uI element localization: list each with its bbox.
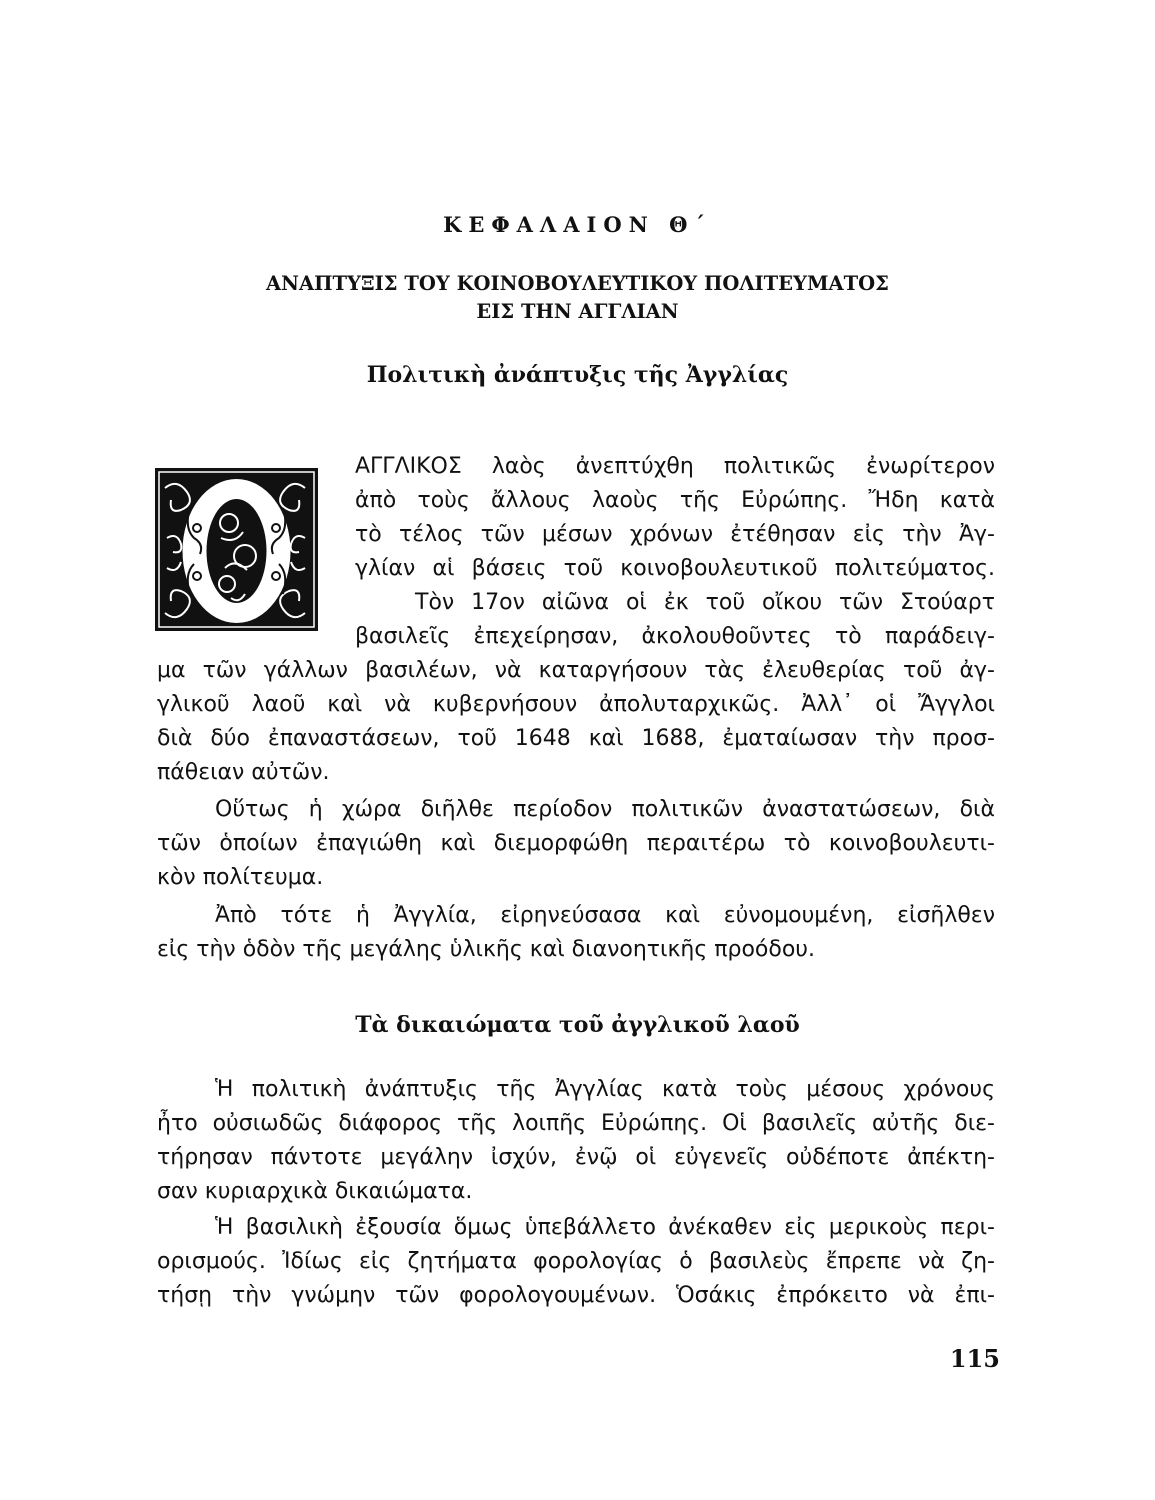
paragraph-6-line-3: τήσῃ τὴν γνώμην τῶν φορολογουμένων. Ὁσάκις ἐπρόκειτο νὰ ἐπι- [157, 1283, 995, 1308]
paragraph-5-line-1: Ἡ πολιτικὴ ἀνάπτυξις τῆς Ἀγγλίας κατὰ τοὺς μέσους χρόνους [215, 1077, 995, 1102]
paragraph-2-line-2: βασιλεῖς ἐπεχείρησαν, ἀκολουθοῦντες τὸ παράδειγ- [355, 624, 995, 649]
paragraph-6-line-1: Ἡ βασιλικὴ ἐξουσία ὅμως ὑπεβάλλετο ἀνέκαθεν εἰς μερικοὺς περι- [215, 1215, 995, 1240]
paragraph-1-line-3: τὸ τέλος τῶν μέσων χρόνων ἐτέθησαν εἰς τὴν Ἀγ- [355, 522, 995, 547]
paragraph-2-line-4: γλικοῦ λαοῦ καὶ νὰ κυβερνήσουν ἀπολυταρχικῶς. Ἀλλ᾽ οἱ Ἄγγλοι [157, 692, 995, 717]
paragraph-3-line-3: κὸν πολίτευμα. [157, 865, 324, 890]
paragraph-4-line-2: εἰς τὴν ὁδὸν τῆς μεγάλης ὑλικῆς καὶ διανοητικῆς προόδου. [157, 937, 816, 962]
chapter-title [0, 270, 1155, 326]
paragraph-3-line-2: τῶν ὁποίων ἐπαγιώθη καὶ διεμορφώθη περαιτέρω τὸ κοινοβουλευτι- [157, 831, 995, 856]
paragraph-1-line-4: γλίαν αἱ βάσεις τοῦ κοινοβουλευτικοῦ πολιτεύματος. [355, 556, 995, 581]
chapter-title-line-2: ΕΙΣ ΤΗΝ ΑΓΓΛΙΑΝ [476, 300, 679, 323]
chapter-title-line-1: ΑΝΑΠΤΥΞΙΣ ΤΟΥ ΚΟΙΝΟΒΟΥΛΕΥΤΙΚΟΥ ΠΟΛΙΤΕΥΜΑΤΟΣ [266, 272, 889, 295]
section-heading-rights-of-the-people: Τὰ δικαιώματα τοῦ ἀγγλικοῦ λαοῦ [355, 1012, 800, 1038]
page-number: 115 [949, 1344, 1000, 1373]
paragraph-6-line-2: ορισμούς. Ἰδίως εἰς ζητήματα φορολογίας ὁ βασιλεὺς ἔπρεπε νὰ ζη- [157, 1249, 995, 1274]
ornamental-drop-cap [155, 468, 318, 631]
paragraph-2-line-1: Τὸν 17ον αἰῶνα οἱ ἐκ τοῦ οἴκου τῶν Στούαρτ [415, 590, 995, 615]
drop-cap-ornament-icon [155, 468, 318, 631]
paragraph-4-line-1: Ἀπὸ τότε ἡ Ἀγγλία, εἰρηνεύσασα καὶ εὐνομουμένη, εἰσῆλθεν [215, 903, 995, 928]
paragraph-2-line-5: διὰ δύο ἐπαναστάσεων, τοῦ 1648 καὶ 1688, ἐματαίωσαν τὴν προσ- [157, 726, 995, 751]
paragraph-2-line-6: πάθειαν αὐτῶν. [157, 760, 330, 785]
paragraph-3-line-1: Οὕτως ἡ χώρα διῆλθε περίοδον πολιτικῶν ἀναστατώσεων, διὰ [215, 797, 995, 822]
paragraph-5-line-4: σαν κυριαρχικὰ δικαιώματα. [157, 1179, 473, 1204]
paragraph-1-line-2: ἀπὸ τοὺς ἄλλους λαοὺς τῆς Εὐρώπης. Ἤδη κατὰ [355, 488, 995, 513]
chapter-heading: ΚΕΦΑΛΑΙΟΝ Θ΄ [443, 212, 712, 237]
paragraph-1-line-1: ΑΓΓΛΙΚΟΣ λαὸς ἀνεπτύχθη πολιτικῶς ἐνωρίτερον [355, 454, 995, 479]
paragraph-5-line-2: ἦτο οὐσιωδῶς διάφορος τῆς λοιπῆς Εὐρώπης. Οἱ βασιλεῖς αὐτῆς διε- [157, 1111, 995, 1136]
section-heading-political-development: Πολιτικὴ ἀνάπτυξις τῆς Ἀγγλίας [366, 362, 789, 388]
paragraph-5-line-3: τήρησαν πάντοτε μεγάλην ἰσχύν, ἐνῷ οἱ εὐγενεῖς οὐδέποτε ἀπέκτη- [157, 1145, 995, 1170]
paragraph-2-line-3: μα τῶν γάλλων βασιλέων, νὰ καταργήσουν τὰς ἐλευθερίας τοῦ ἀγ- [157, 658, 995, 683]
